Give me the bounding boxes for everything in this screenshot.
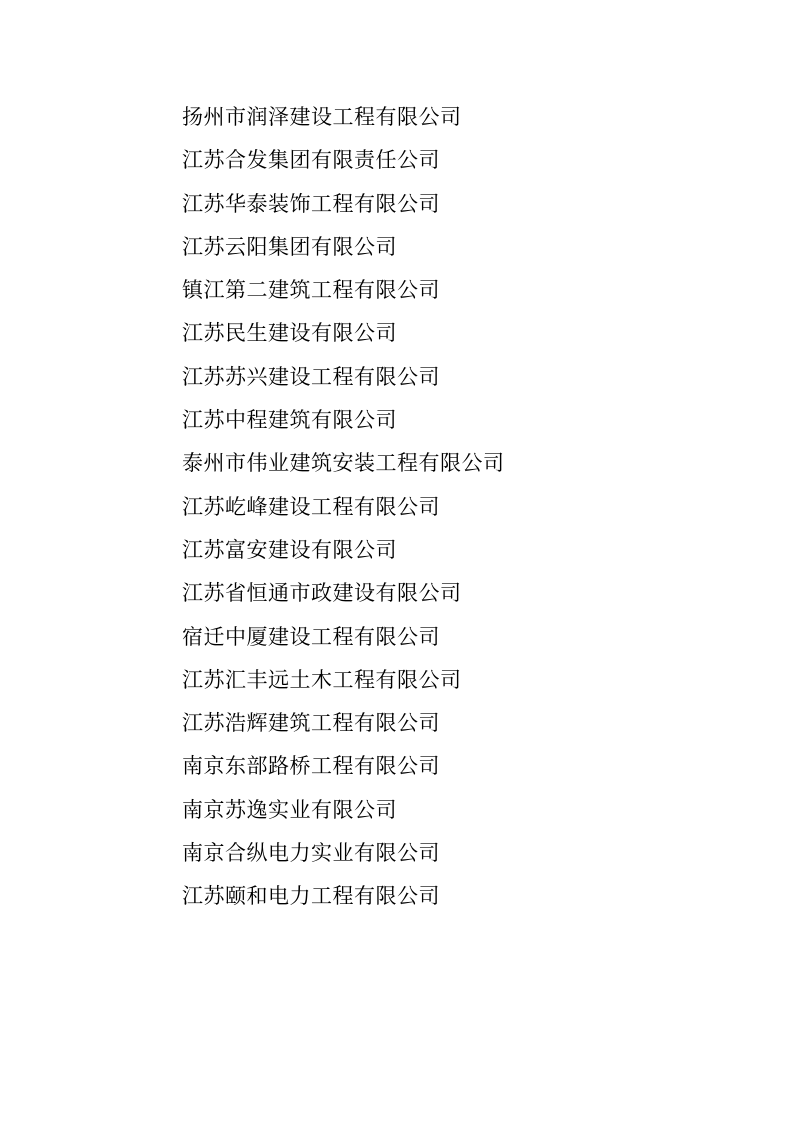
company-name-line: 江苏浩辉建筑工程有限公司 — [182, 711, 440, 736]
company-name-line: 江苏合发集团有限责任公司 — [182, 148, 440, 173]
company-name-line: 泰州市伟业建筑安装工程有限公司 — [182, 451, 505, 476]
company-name-line: 南京东部路桥工程有限公司 — [182, 754, 440, 779]
company-name-line: 江苏富安建设有限公司 — [182, 537, 397, 562]
company-name-line: 江苏省恒通市政建设有限公司 — [182, 581, 462, 606]
company-name-line: 南京苏逸实业有限公司 — [182, 797, 397, 822]
company-name-line: 江苏华泰装饰工程有限公司 — [182, 191, 440, 216]
company-name-line: 镇江第二建筑工程有限公司 — [182, 278, 440, 303]
company-name-line: 宿迁中厦建设工程有限公司 — [182, 624, 440, 649]
company-list — [182, 96, 742, 919]
company-name-line: 江苏苏兴建设工程有限公司 — [182, 364, 440, 389]
company-name-line: 江苏颐和电力工程有限公司 — [182, 884, 440, 909]
company-name-line: 江苏汇丰远土木工程有限公司 — [182, 667, 462, 692]
company-name-line: 江苏民生建设有限公司 — [182, 321, 397, 346]
company-name-line: 扬州市润泽建设工程有限公司 — [182, 105, 462, 129]
company-name-line: 南京合纵电力实业有限公司 — [182, 841, 440, 866]
company-name-line: 江苏屹峰建设工程有限公司 — [182, 494, 440, 519]
company-name-line: 江苏中程建筑有限公司 — [182, 408, 397, 433]
company-name-line: 江苏云阳集团有限公司 — [182, 234, 397, 259]
